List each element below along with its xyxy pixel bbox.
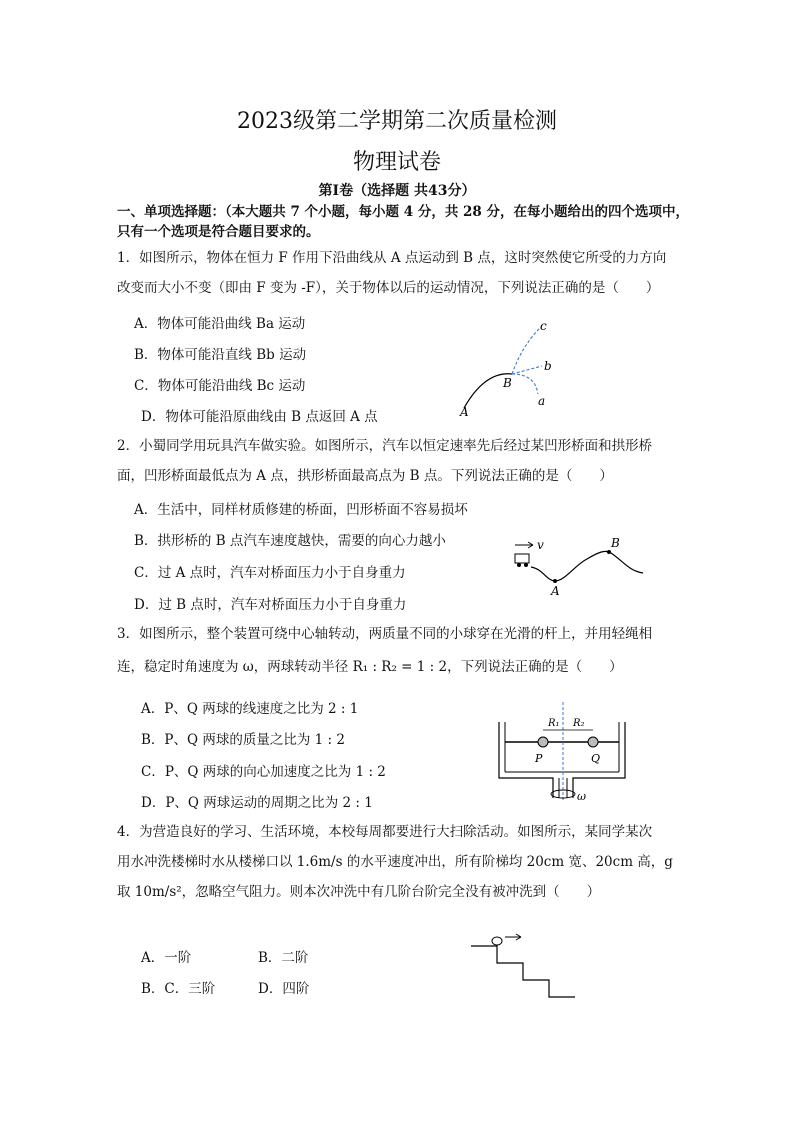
q1-option-d[interactable]: D．物体可能沿原曲线由 B 点返回 A 点 (141, 409, 378, 425)
q3-rotation-figure (495, 700, 630, 803)
q3-container (499, 722, 625, 798)
q1-label-c: c (540, 319, 547, 333)
q2-option-a[interactable]: A．生活中，同样材质修建的桥面，凹形桥面不容易损坏 (134, 502, 468, 518)
q3-ball-q (588, 737, 598, 747)
q2-bridge-curve (531, 551, 643, 581)
q2-stem-line1: 2．小蜀同学用玩具汽车做实验。如图所示，汽车以恒定速率先后经过某凹形桥面和拱形桥 (117, 438, 653, 454)
q3-label-q: Q (591, 752, 601, 765)
q3-label-r2: R₂ (573, 718, 585, 729)
q2-car-wheel-right (524, 563, 528, 567)
q3-option-c[interactable]: C．P、Q 两球的向心加速度之比为 1 : 2 (141, 764, 386, 780)
q1-option-c[interactable]: C．物体可能沿曲线 Bc 运动 (134, 378, 306, 394)
q3-label-omega: ω (577, 790, 586, 803)
q1-stem-line1: 1．如图所示，物体在恒力 F 作用下沿曲线从 A 点运动到 B 点，这时突然使它所受的力方向 (117, 250, 667, 266)
q2-option-b[interactable]: B．拱形桥的 B 点汽车速度越快，需要的向心力越小 (134, 533, 446, 549)
q4-stairs (471, 946, 575, 997)
exam-subtitle: 物理试卷 (352, 150, 441, 175)
q4-stem-line3: 取 10m/s²，忽略空气阻力。则本次冲洗中有几阶台阶完全没有被冲洗到（ ） (117, 884, 601, 900)
q4-option-a[interactable]: A．一阶 (141, 950, 192, 966)
q3-option-d[interactable]: D．P、Q 两球运动的周期之比为 2 : 1 (141, 795, 373, 811)
part1-instructions-line1: 一、单项选择题：（本大题共 7 个小题，每小题 4 分，共 28 分，在每小题给出的四个选项中， (117, 204, 690, 220)
q4-stem-line2: 用水冲洗楼梯时水从楼梯口以 1.6m/s 的水平速度冲出，所有阶梯均 20cm 宽、20cm 高，g (117, 854, 673, 870)
q4-stairs-figure (465, 928, 580, 1002)
q4-option-d[interactable]: D．四阶 (258, 981, 310, 997)
section-heading: 第Ⅰ卷（选择题 共43分） (318, 183, 476, 199)
exam-title: 2023级第二学期第二次质量检测 (237, 109, 557, 134)
q2-toy-car (515, 554, 529, 563)
q2-point-a (553, 579, 557, 583)
q1-option-b[interactable]: B．物体可能沿直线 Bb 运动 (134, 347, 307, 363)
q4-option-b[interactable]: B．二阶 (258, 950, 309, 966)
q2-bridge-figure (505, 533, 650, 598)
q1-label-b: b (544, 359, 552, 373)
q2-option-c[interactable]: C．过 A 点时，汽车对桥面压力小于自身重力 (134, 565, 406, 581)
q1-curve-bc (512, 328, 540, 374)
q2-label-v: v (537, 538, 544, 552)
q3-label-r1: R₁ (548, 718, 560, 729)
q1-trajectory-figure (450, 316, 580, 421)
q3-ball-p (538, 737, 548, 747)
q2-car-wheel-left (517, 563, 521, 567)
q3-option-b[interactable]: B．P、Q 两球的质量之比为 1 : 2 (141, 732, 345, 748)
q1-stem-line2: 改变而大小不变（即由 F 变为 -F），关于物体以后的运动情况，下列说法正确的是（ ） (117, 280, 660, 296)
q3-stem-line2: 连，稳定时角速度为 ω，两球转动半径 R₁ : R₂ = 1 : 2，下列说法正确的是（ ） (117, 659, 623, 675)
q2-point-b (607, 550, 611, 554)
q1-label-point-b: B (503, 376, 512, 390)
q1-curve-ba (512, 374, 538, 394)
q2-option-d[interactable]: D．过 B 点时，汽车对桥面压力小于自身重力 (134, 597, 407, 613)
q2-label-b: B (611, 536, 620, 550)
q1-option-a[interactable]: A．物体可能沿曲线 Ba 运动 (134, 316, 306, 332)
q3-stem-line1: 3．如图所示，整个装置可绕中心轴转动，两质量不同的小球穿在光滑的杆上，并用轻绳相 (117, 626, 653, 642)
q4-water-nozzle (492, 937, 502, 945)
q1-label-point-a: A (460, 405, 469, 419)
q1-line-bb (512, 366, 542, 374)
q4-option-c[interactable]: B．C．三阶 (141, 981, 216, 997)
q2-label-a: A (551, 584, 560, 598)
q1-label-a: a (538, 394, 546, 408)
q2-stem-line2: 面，凹形桥面最低点为 A 点，拱形桥面最高点为 B 点。下列说法正确的是（ ） (117, 468, 613, 484)
part1-instructions-line2: 只有一个选项是符合题目要求的。 (117, 224, 320, 240)
q4-stem-line1: 4．为营造良好的学习、生活环境，本校每周都要进行大扫除活动。如图所示，某同学某次 (117, 824, 653, 840)
q3-option-a[interactable]: A．P、Q 两球的线速度之比为 2 : 1 (141, 701, 359, 717)
q3-label-p: P (535, 752, 543, 765)
